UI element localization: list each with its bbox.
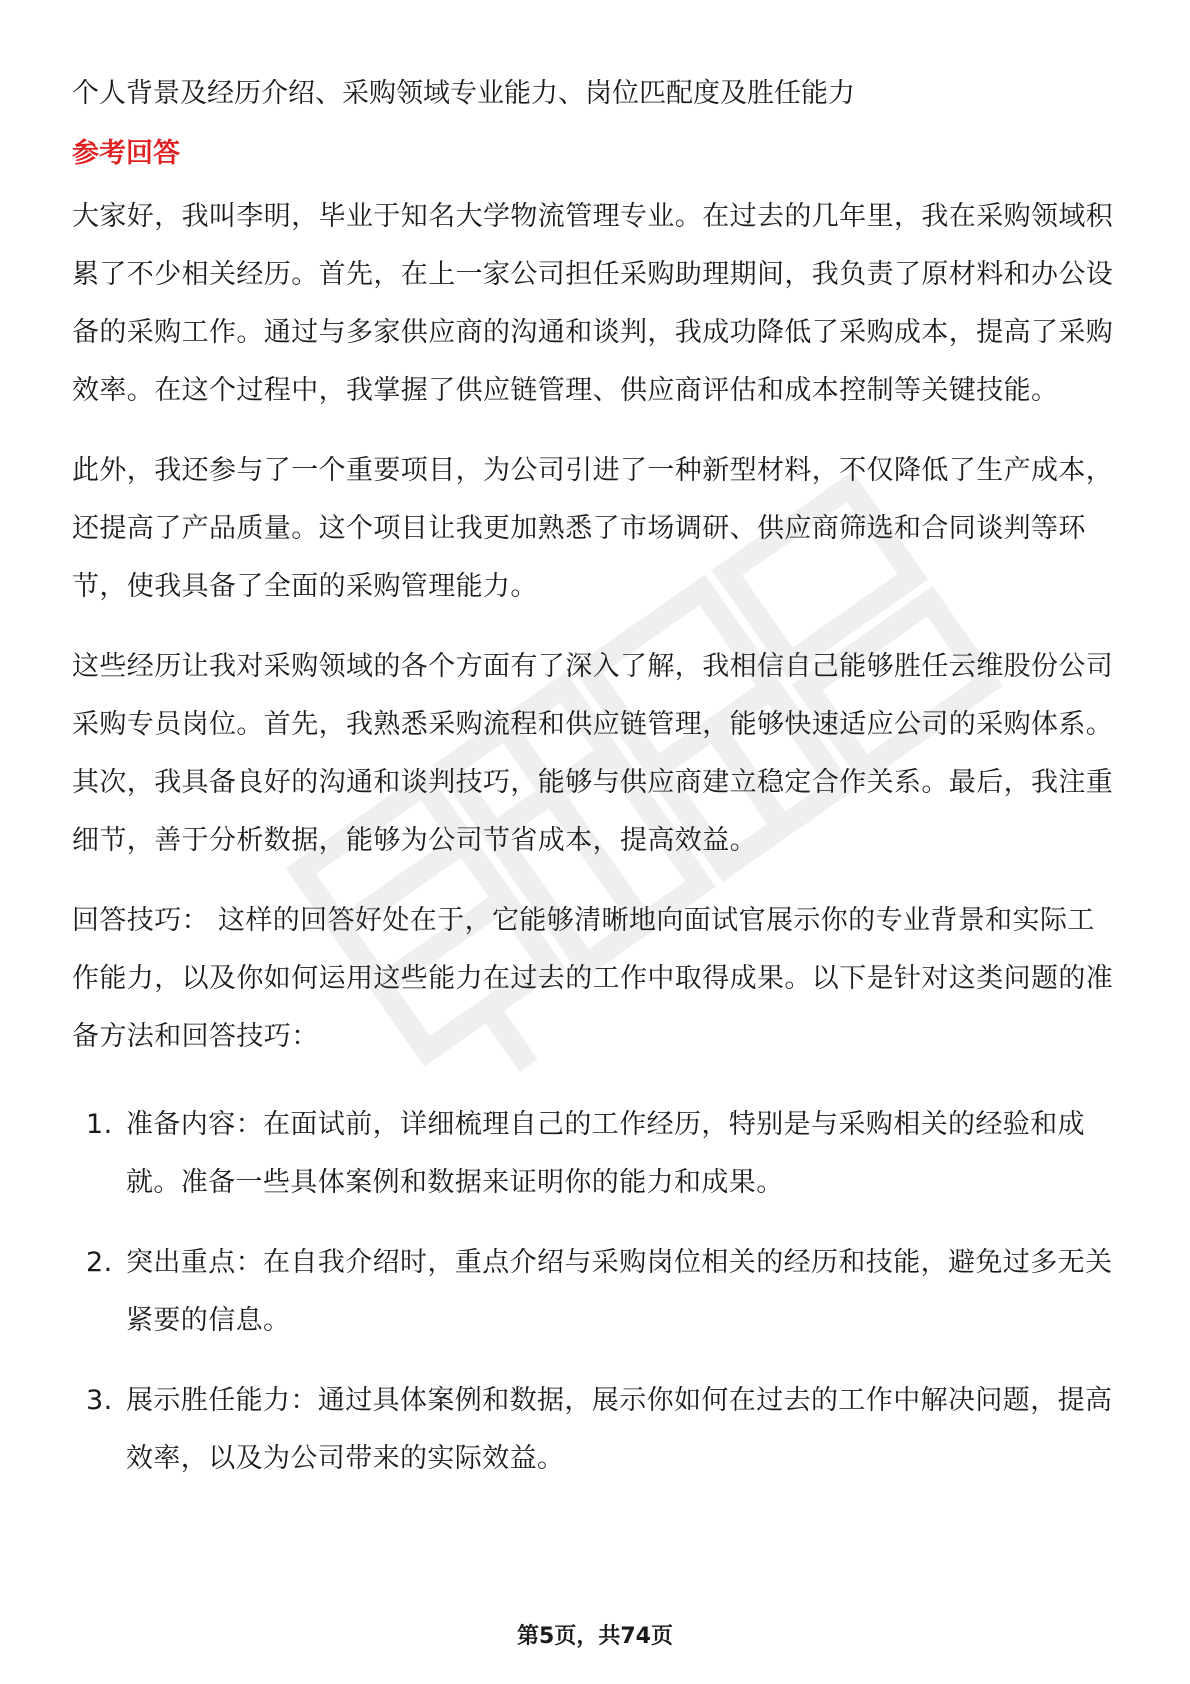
list-item (72, 1234, 1120, 1350)
list-item (72, 1372, 1120, 1488)
question-topic: 个人背景及经历介绍、采购领域专业能力、岗位匹配度及胜任能力 (72, 78, 855, 109)
list-item-text: 展示胜任能力：通过具体案例和数据，展示你如何在过去的工作中解决问题，提高效率，以及为公司带来的实际效益。 (126, 1385, 1113, 1474)
list-item-number: 1. (86, 1109, 113, 1140)
list-item-text: 准备内容：在面试前，详细梳理自己的工作经历，特别是与采购相关的经验和成就。准备一些具体案例和数据来证明你的能力和成果。 (126, 1109, 1085, 1198)
list-item-number: 3. (86, 1385, 113, 1416)
tips-list (72, 1096, 1120, 1488)
answer-paragraph-3: 这些经历让我对采购领域的各个方面有了深入了解，我相信自己能够胜任云维股份公司采购专员岗位。首先，我熟悉采购流程和供应链管理，能够快速适应公司的采购体系。其次，我具备良好的沟通和谈判技巧，能够与供应商建立稳定合作关系。最后，我注重细节，善于分析数据，能够为公司节省成本，提高效益。 (72, 651, 1114, 856)
list-item-text: 突出重点：在自我介绍时，重点介绍与采购岗位相关的经历和技能，避免过多无关紧要的信息。 (126, 1247, 1113, 1336)
list-item-number: 2. (86, 1247, 113, 1278)
document-content (72, 74, 1120, 1510)
list-item (72, 1096, 1120, 1212)
answer-tips-intro: 回答技巧： 这样的回答好处在于，它能够清晰地向面试官展示你的专业背景和实际工作能力，以及你如何运用这些能力在过去的工作中取得成果。以下是针对这类问题的准备方法和回答技巧： (72, 905, 1114, 1052)
answer-paragraph-1: 大家好，我叫李明，毕业于知名大学物流管理专业。在过去的几年里，我在采购领域积累了不少相关经历。首先，在上一家公司担任采购助理期间，我负责了原材料和办公设备的采购工作。通过与多家供应商的沟通和谈判，我成功降低了采购成本，提高了采购效率。在这个过程中，我掌握了供应链管理、供应商评估和成本控制等关键技能。 (72, 201, 1114, 406)
answer-paragraph-2: 此外，我还参与了一个重要项目，为公司引进了一种新型材料，不仅降低了生产成本，还提高了产品质量。这个项目让我更加熟悉了市场调研、供应商筛选和合同谈判等环节，使我具备了全面的采购管理能力。 (72, 455, 1114, 602)
reference-answer-heading: 参考回答 (72, 138, 180, 169)
page-number-footer: 第5页，共74页 (517, 1624, 673, 1649)
